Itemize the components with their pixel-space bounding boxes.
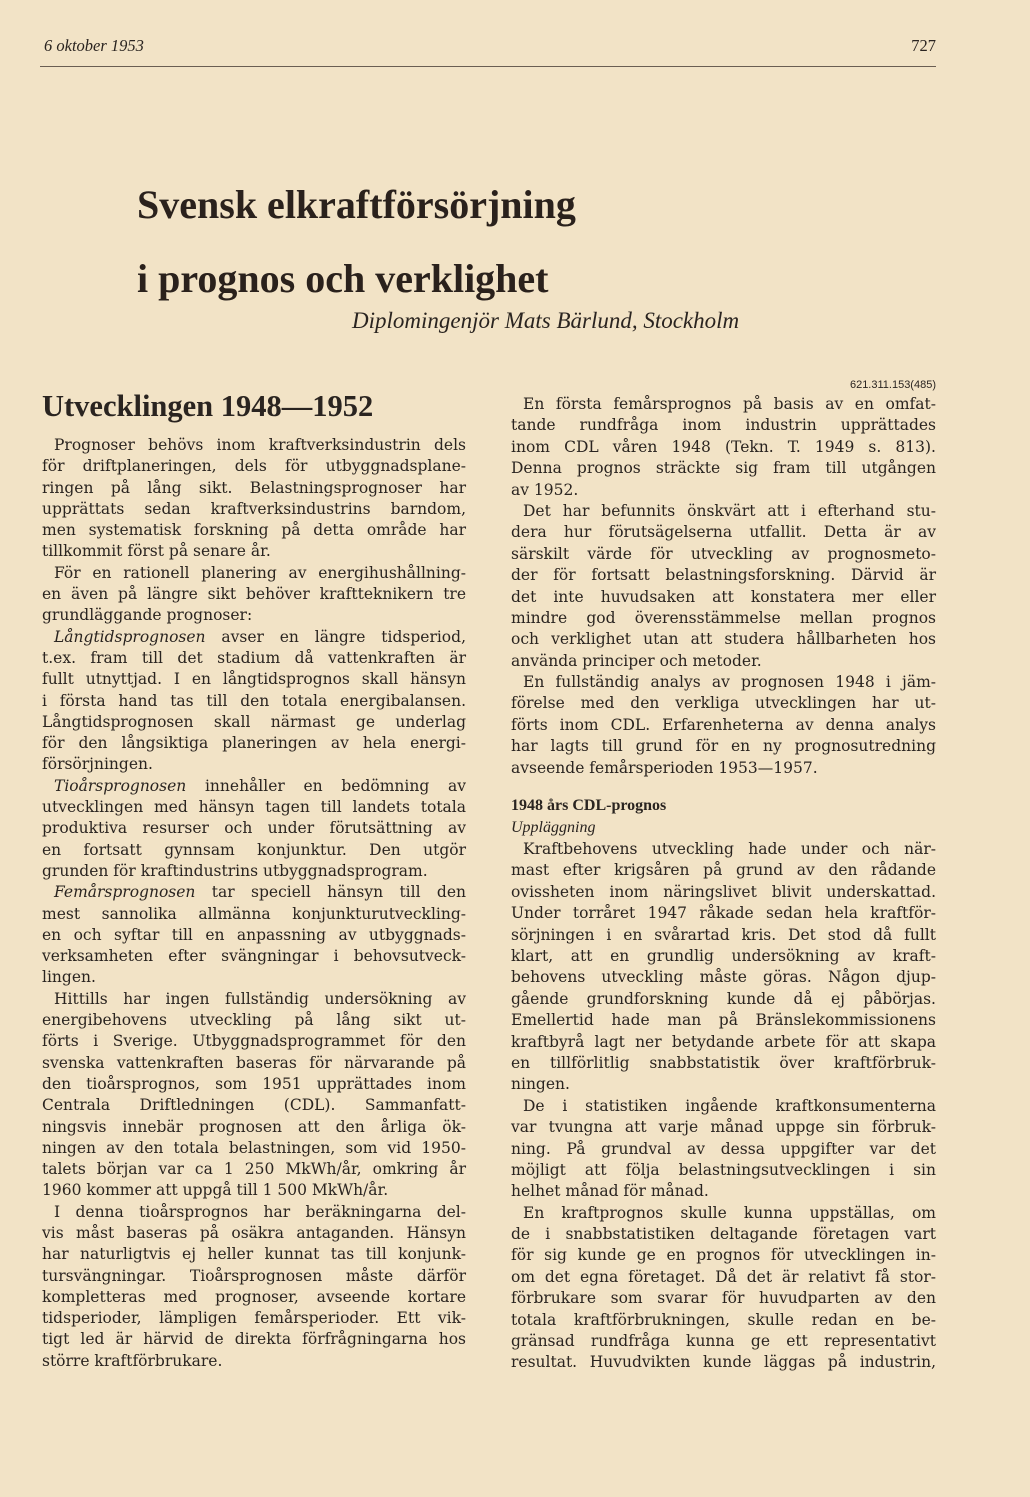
text-line: helhet månad för månad. — [511, 1182, 709, 1201]
text-line: mest sannolika allmänna konjunkturutveckling- — [42, 904, 466, 923]
text-line: förts i Sverige. Utbyggnadsprogrammet för den — [42, 1032, 466, 1051]
text-line: särskilt värde för utveckling av prognosmeto- — [511, 544, 936, 563]
text-line: 1960 kommer att uppgå till 1 500 MkWh/år. — [42, 1181, 389, 1200]
text-line: en tillförlitlig snabbstatistik över kraftförbruk- — [511, 1053, 936, 1072]
text-line: utvecklingen med hänsyn tagen till landets totala — [42, 798, 466, 817]
text-line-rest: innehåller en bedömning av — [186, 776, 466, 795]
text-line: förbrukare som svarar för huvudparten av den — [511, 1289, 936, 1308]
text-line: det inte huvudsaken att konstatera mer eller — [511, 587, 936, 606]
text-line: I denna tioårsprognos har beräkningarna del- — [54, 1202, 466, 1221]
left-paragraph-3 — [42, 627, 466, 776]
text-line: der för fortsatt belastningsforskning. Därvid är — [511, 566, 936, 585]
text-line: den tioårsprognos, som 1951 upprättades inom — [42, 1074, 466, 1093]
italic-term: Långtidsprognosen — [54, 627, 206, 646]
right-paragraph-6 — [511, 1203, 936, 1374]
text-line: grunden för kraftindustrins utbyggnadsprogram. — [42, 861, 428, 880]
text-line: möjligt att följa belastningsutvecklingen i sin — [511, 1160, 936, 1179]
text-line: tillkommit först på senare år. — [42, 542, 271, 561]
text-line: har naturligtvis ej heller kunnat tas till konjunk- — [42, 1245, 466, 1264]
text-line: svenska vattenkraften baseras för närvarande på — [42, 1053, 466, 1072]
article-title — [137, 168, 576, 316]
text-line: t.ex. fram till det stadium då vattenkraften är — [42, 648, 466, 667]
text-line: Det har befunnits önskvärt att i efterhand stu- — [523, 501, 936, 520]
subsection-italic-heading: Uppläggning — [511, 819, 596, 837]
text-line: förelse med den verkliga utvecklingen har ut- — [511, 694, 936, 713]
left-paragraph-5 — [42, 882, 466, 988]
text-line: gående grundforskning kunde då ej påbörjas. — [511, 989, 936, 1008]
text-line: har lagts till grund för en ny prognosutredning — [511, 737, 936, 756]
title-line-2: i prognos och verklighet — [137, 256, 549, 301]
text-line: Kraftbehovens utveckling hade under och när- — [523, 840, 936, 859]
title-line-1: Svensk elkraftförsörjning — [137, 182, 576, 227]
text-line: förts inom CDL. Erfarenheterna av denna analys — [511, 715, 936, 734]
text-line: en och syftar till en anpassning av utbyggnads- — [42, 925, 466, 944]
text-line: och verklighet utan att studera hållbarheten hos — [511, 630, 936, 649]
text-line: men systematisk forskning på detta område har — [42, 521, 466, 540]
text-line: behovens utveckling måste göras. Någon djup- — [511, 968, 936, 987]
text-line: avseende femårsperioden 1953—1957. — [511, 758, 818, 777]
text-line: större kraftförbrukare. — [42, 1351, 223, 1370]
text-line: energibehovens utveckling på lång sikt ut- — [42, 1011, 466, 1030]
text-line: tursvängningar. Tioårsprognosen måste därför — [42, 1266, 466, 1285]
left-paragraph-7 — [42, 1202, 466, 1372]
text-line: ningen. — [511, 1075, 570, 1094]
right-column — [511, 378, 936, 1374]
text-line: Emellertid hade man på Bränslekommissionens — [511, 1011, 936, 1030]
text-line: En fullständig analys av prognosen 1948 i jäm- — [523, 673, 936, 692]
text-line: inom CDL våren 1948 (Tekn. T. 1949 s. 813). — [511, 437, 936, 456]
text-line: fullt utnyttjad. I en långtidsprognos skall hänsyn — [42, 670, 466, 689]
text-line: ning. På grundval av dessa uppgifter var det — [511, 1139, 936, 1158]
text-line: ningsvis innebär prognosen att den årliga ök- — [42, 1117, 466, 1136]
right-paragraph-4 — [511, 839, 936, 1096]
text-line: sörjningen i en svårartad kris. Det stod då fullt — [511, 925, 936, 944]
left-paragraph-4 — [42, 776, 466, 882]
text-line: vis måst baseras på osäkra antaganden. Hänsyn — [42, 1223, 466, 1242]
left-column — [42, 386, 466, 1372]
text-line: mindre god överensstämmelse mellan prognos — [511, 608, 936, 627]
text-line: grundläggande prognoser: — [42, 606, 253, 625]
text-line: för driftplaneringen, dels för utbyggnadsplane- — [42, 457, 466, 476]
header-date: 6 oktober 1953 — [44, 36, 144, 55]
section-heading: Utvecklingen 1948—1952 — [42, 389, 374, 423]
text-line: totala kraftförbrukningen, skulle redan en be- — [511, 1310, 936, 1329]
text-line: talets början var ca 1 250 MkWh/år, omkring år — [42, 1160, 466, 1179]
italic-term: Tioårsprognosen — [54, 776, 187, 795]
text-line: tigt led är härvid de direkta förfrågningarna hos — [42, 1330, 466, 1349]
text-line-rest: avser en längre tidsperiod, — [205, 627, 466, 646]
text-line — [42, 776, 466, 797]
text-line — [42, 627, 466, 648]
text-line: kraftbyrå lagt ner betydande arbete för att skapa — [511, 1032, 936, 1051]
subsection-heading: 1948 års CDL-prognos — [511, 797, 667, 815]
text-line-rest: tar speciell hänsyn till den — [195, 883, 466, 902]
text-line: mast efter krigsåren på grund av den rådande — [511, 861, 936, 880]
right-paragraph-1 — [511, 394, 936, 501]
header-rule — [40, 66, 936, 67]
text-line: De i statistiken ingående kraftkonsumenterna — [523, 1096, 936, 1115]
text-line: Hittills har ingen fullständig undersökning av — [54, 989, 466, 1008]
right-paragraph-5 — [511, 1096, 936, 1203]
text-line: verksamheten efter svängningar i behovsutveck- — [42, 947, 466, 966]
text-line: Långtidsprognosen skall närmast ge underlag — [42, 712, 466, 731]
text-line: Prognoser behövs inom kraftverksindustrin dels — [54, 436, 466, 454]
text-line: tidsperioder, lämpligen femårsperioder. Ett vik- — [42, 1309, 466, 1328]
text-line: lingen. — [42, 968, 96, 987]
left-paragraph-1 — [42, 435, 466, 563]
text-line: produktiva resurser och under förutsättning av — [42, 819, 466, 838]
text-line: upprättats sedan kraftverksindustrins barndom, — [42, 499, 466, 518]
text-line: de i snabbstatistiken deltagande företagen vart — [511, 1225, 936, 1244]
left-paragraph-6 — [42, 989, 466, 1202]
text-line: i första hand tas till den totala energibalansen. — [42, 691, 466, 710]
text-line: gränsad rundfråga kunna ge ett representativt — [511, 1332, 936, 1351]
text-line: För en rationell planering av energihushållning- — [54, 563, 466, 582]
text-line: ovissheten inom näringslivet blivit underskattad. — [511, 882, 936, 901]
text-line: klart, att en grundlig undersökning av kraft- — [511, 946, 936, 965]
text-line: använda principer och metoder. — [511, 651, 762, 670]
text-line: tande rundfråga inom industrin upprättades — [511, 416, 936, 435]
text-line: En kraftprognos skulle kunna uppställas, om — [523, 1203, 936, 1222]
text-line — [42, 882, 466, 903]
text-line: dera hur förutsägelserna utfallit. Detta är av — [511, 523, 936, 542]
text-line: ningen av den totala belastningen, som vid 1950- — [42, 1138, 466, 1157]
text-line: en även på längre sikt behöver kraftteknikern tre — [42, 585, 466, 604]
text-line: resultat. Huvudvikten kunde läggas på industrin, — [511, 1353, 936, 1372]
text-line: en fortsatt gynnsam konjunktur. Den utgör — [42, 840, 466, 859]
right-paragraph-3 — [511, 672, 936, 779]
text-line: ringen på lång sikt. Belastningsprognoser har — [42, 478, 466, 497]
udc-classification: 621.311.153(485) — [849, 379, 936, 391]
text-line: för sig kunde ge en prognos för utvecklingen in- — [511, 1246, 936, 1265]
italic-term: Femårsprognosen — [54, 883, 196, 902]
header-page-number: 727 — [911, 36, 936, 55]
text-line: En första femårsprognos på basis av en omfat- — [523, 395, 936, 413]
text-line: om det egna företaget. Då det är relativt få stor- — [511, 1267, 936, 1286]
text-line: kompletteras med prognoser, avseende kortare — [42, 1287, 466, 1306]
text-line: Denna prognos sträckte sig fram till utgången — [511, 459, 936, 478]
text-line: för den långsiktiga planeringen av hela energi- — [42, 734, 466, 753]
text-line: Centrala Driftledningen (CDL). Sammanfatt- — [42, 1096, 466, 1115]
left-paragraph-2 — [42, 563, 466, 627]
author-byline: Diplomingenjör Mats Bärlund, Stockholm — [352, 308, 740, 333]
text-line: av 1952. — [511, 480, 579, 499]
text-line: var tvungna att varje månad uppge sin förbruk- — [511, 1118, 936, 1137]
text-line: Under torråret 1947 råkade sedan hela kraftför- — [511, 904, 936, 923]
text-line: försörjningen. — [42, 755, 153, 774]
right-paragraph-2 — [511, 501, 936, 672]
